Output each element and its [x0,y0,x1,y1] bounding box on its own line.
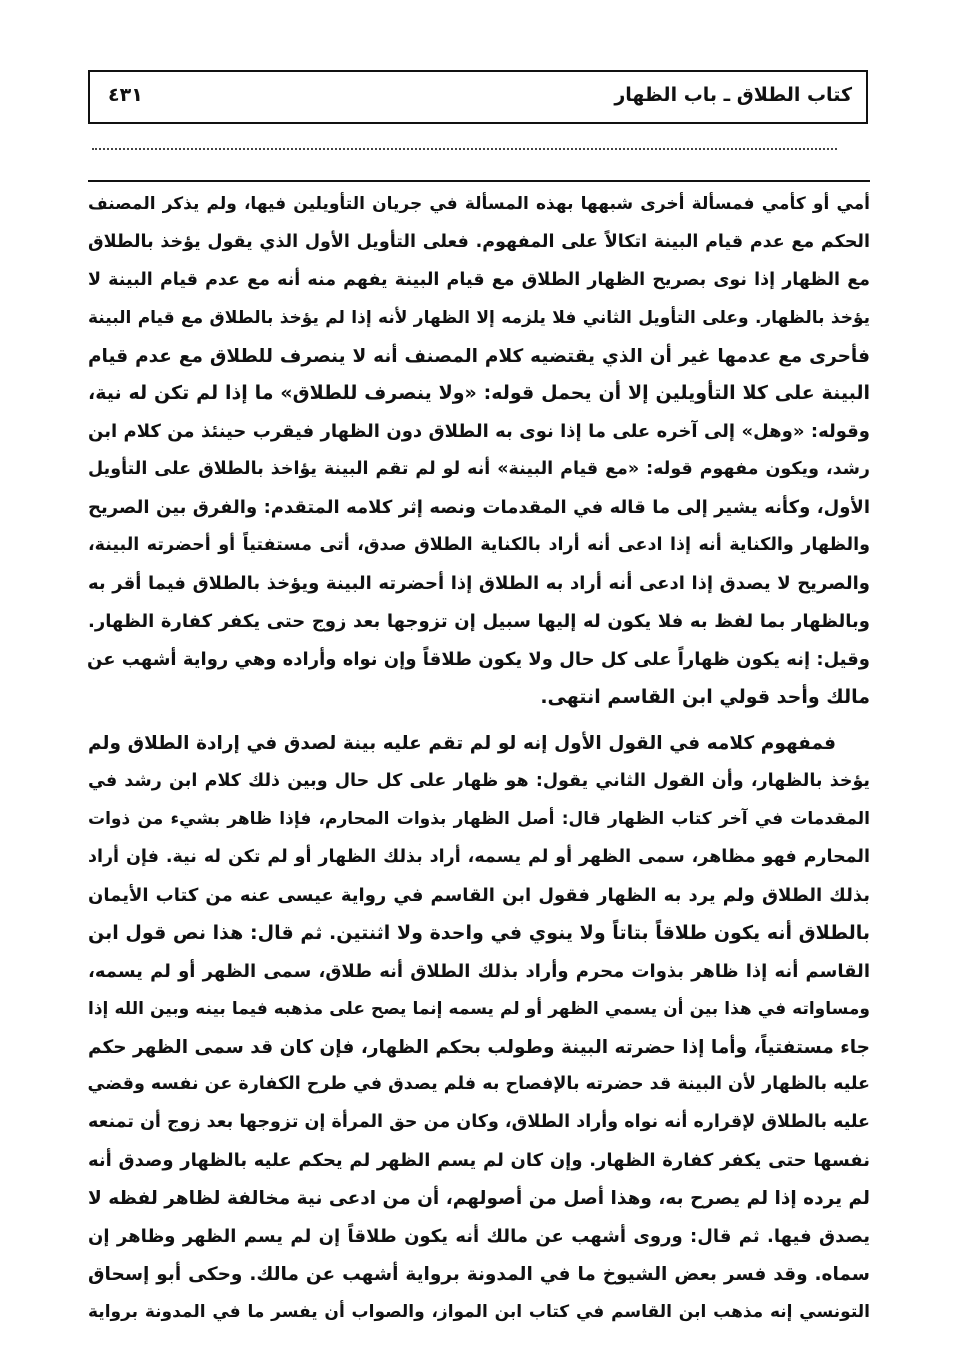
text-line: والصريح لا يصدق إذا ادعى أنه أراد به الطلاق إذا أحضرته البينة ويؤخذ بالطلاق فيما أقر به [88,572,870,594]
text-line: فمفهوم كلامه في القول الأول إنه لو لم تقم عليه بينة لصدق في إرادة الطلاق ولم [88,733,836,755]
text-line: ومساواته في هذا بين أن يسمي الظهر أو لم يسمه إنما يصح على مذهبه فيما بينه وبين الله إذا [88,998,870,1019]
horizontal-rule [88,180,870,182]
running-header [88,70,868,124]
page-number: ٤٣١ [108,84,143,106]
text-line: البينة على كلا التأويلين إلا أن يحمل قوله: «ولا ينصرف للطلاق» ما إذا لم تكن له نية، [88,382,870,405]
text-line: بذلك الطلاق ولم يرد به الظهار فقول ابن القاسم في رواية عيسى عنه من كتاب الأيمان [88,885,870,907]
page-body [88,186,870,1332]
paragraph-1 [88,186,870,716]
text-line: يصدق فيها. ثم قال: وروى أشهب عن مالك أنه يكون طلاقاً إن لم يسم الظهر وظاهر إن [88,1226,870,1248]
text-line: سماه. وقد فسر بعض الشيوخ ما في المدونة برواية أشهب عن مالك. وحكى أبو إسحاق [88,1263,870,1285]
text-line: رشد، ويكون مفهوم قوله: «مع قيام البينة» أنه لو لم تقم البينة يؤاخذ بالطلاق على التأويل [88,459,870,480]
text-line: جاء مستفتياً، وأما إذا حضرته البينة وطولب بحكم الظهار، فإن كان قد سمى الظهر حكم [88,1036,870,1058]
text-line: وقيل: إنه يكون ظهاراً على كل حال ولا يكون طلاقاً وإن نواه وأراده وهي رواية أشهب عن [87,648,870,670]
text-line: فأحرى مع عدمها غير أن الذي يقتضيه كلام المصنف أنه لا ينصرف للطلاق مع عدم قيام [88,345,870,367]
text-line: مع الظهار إذا نوى بصريح الظهار الطلاق مع قيام البينة يفهم منه أنه مع عدم قيام البينة لا [88,269,870,290]
text-line: يؤخذ بالظهار. وعلى التأويل الثاني فلا يلزمه إلا الظهار لأنه إذا لم يؤخذ بالطلاق مع قيام البينة [88,307,870,328]
text-line: نفسها حتى يكفر كفارة الظهار. وإن كان لم يسم الظهر لم يحكم عليه بالظهار وصدق أنه [88,1150,870,1172]
text-line: أمي أو كأمي فمسألة أخرى شبهها بهذه المسألة في جريان التأويلين فيها، ولم يذكر المصنف [88,194,870,214]
text-line: يؤخذ بالظهار، وأن القول الثاني يقول: هو ظهار على كل حال وبين ذلك كلام ابن رشد في [88,771,870,792]
text-line: الأول، وكأنه يشير إلى ما قاله في المقدمات ونصه إثر كلامه المتقدم: والفرق بين الصريح [88,497,870,519]
text-line: لم يرده إذا لم يصرح به، وهذا أصل من أصولهم، أن من ادعى نية مخالفة لظاهر لفظه لا [88,1188,870,1210]
text-line: الحكم مع عدم قيام البينة اتكالاً على المفهوم. فعلى التأويل الأول الذي يقول يؤخذ بالطلاق [88,231,870,252]
text-line: المقدمات في آخر كتاب الظهار قال: أصل الظهار بذوات المحارم، فإذا ظاهر بشيء من ذوات [88,809,870,830]
text-line: عليه بالطلاق لإقراره أنه نواه وأراد الطلاق، وكان من حق المرأة إن تزوجها بعد زوج أن تمنعه [87,1112,870,1133]
text-line: مالك وأحد قولي ابن القاسم انتهى. [540,685,870,708]
text-line: وقوله: «وهل» إلى آخره على ما إذا نوى به الطلاق دون الظهار فيقرب حينئذ من كلام ابن [88,421,870,443]
text-line: وبالظهار بما لفظ به فلا يكون له إليها سبيل إن تزوجها بعد زوج حتى يكفر كفارة الظهار. [88,610,870,632]
text-line: عليه بالظهار لأن البينة قد حضرته بالإفصاح به فلم يصدق في طرح الكفارة عن نفسه وقضي [87,1074,870,1095]
dotted-separator [92,148,837,150]
text-line: القاسم أنه إذا ظاهر بذوات محرم وأراد بذلك الطلاق أنه طلاق، سمى الظهر أو لم يسمه، [88,960,870,982]
chapter-title: كتاب الطلاق ـ باب الظهار [614,84,852,106]
text-line: والظهار والكناية أنه إذا ادعى أنه أراد بالكناية الطلاق صدق، أتى مستفتياً أو أحضرته البينة، [88,535,870,556]
paragraph-2 [88,725,870,1331]
text-line: بالطلاق أنه يكون طلاقاً بتاتاً ولا ينوي في واحدة ولا اثنتين. ثم قال: هذا نص قول ابن [88,921,870,944]
text-line: المحارم فهو مظاهر، سمى الظهر أو لم يسمه، أراد بذلك الظهار أو لم تكن له نية. فإن أراد [88,847,870,868]
text-line: التونسي إنه مذهب ابن القاسم في كتاب ابن المواز، والصواب أن يفسر ما في المدونة برواية [88,1301,870,1322]
